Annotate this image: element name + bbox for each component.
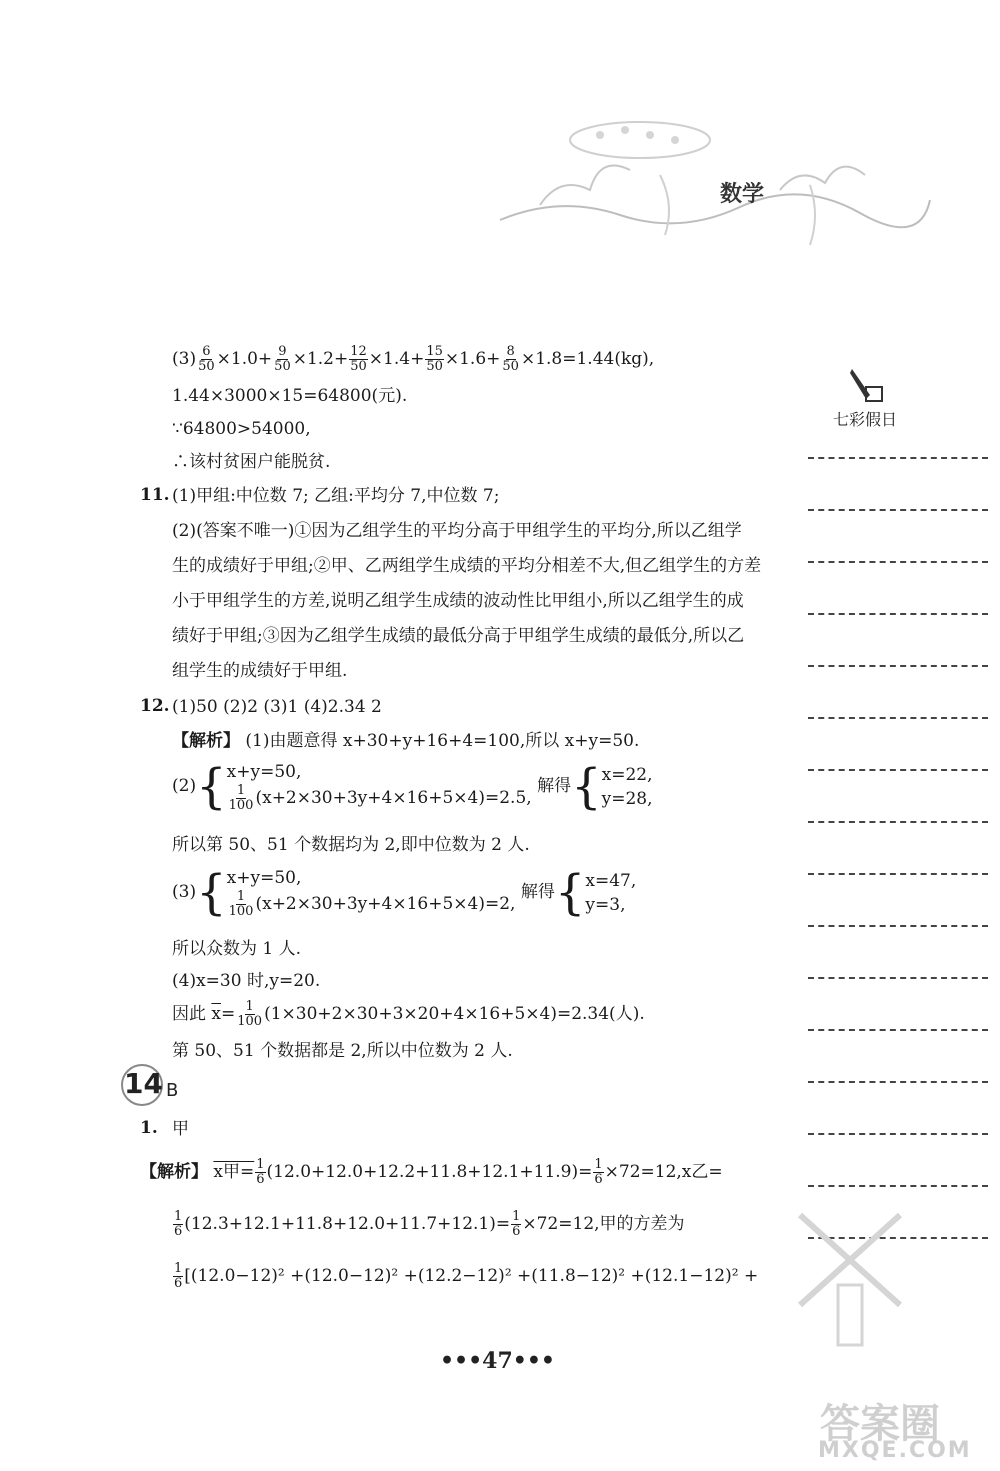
fraction: $\frac{15}{50}$ xyxy=(426,344,443,374)
fraction: $\frac{12}{50}$ xyxy=(350,344,367,374)
q10-line2: 1.44×3000×15=64800(元). xyxy=(172,386,408,406)
q12-mean: 因此 $\overline{x}=$ $\frac{1}{100}$ (1×30+2×30+3×20+4×16+5×4)=2.34(人). xyxy=(172,999,645,1029)
q11-text-line: 生的成绩好于甲组;②甲、乙两组学生成绩的平均分相差不大,但乙组学生的方差 xyxy=(172,556,762,576)
sidebar-brand: 七彩假日 xyxy=(833,410,898,429)
q12-system-3: (3){ x+y=50, $\frac{1}{100}$ (x+2×30+3y+4×16+5×4)=2, 解得{ x=47, y=3, xyxy=(172,864,637,921)
left-brace: { xyxy=(554,864,586,921)
windmill-icon xyxy=(780,1195,920,1355)
left-brace: { xyxy=(196,864,227,921)
q12-analysis-1: 【解析】 (1)由题意得 x+30+y+16+4=100,所以 x+y=50. xyxy=(172,731,640,751)
q11-number: 11. xyxy=(140,485,170,505)
subject-title: 数学 xyxy=(720,181,765,207)
note-line xyxy=(808,1133,988,1135)
note-line xyxy=(808,821,988,823)
b1-analysis-line1: 【解析】 x甲= $\frac{1}{6}$ (12.0+12.0+12.2+11.8+12.1+11.9)= $\frac{1}{6}$ ×72=12,x乙= xyxy=(140,1157,723,1187)
q10-line4: ∴该村贫困户能脱贫. xyxy=(172,452,331,472)
q11-text-line: 组学生的成绩好于甲组. xyxy=(172,661,348,681)
note-line xyxy=(808,873,988,875)
q12-after-2: 所以第 50、51 个数据均为 2,即中位数为 2 人. xyxy=(172,835,530,855)
q12-system-2: (2){ x+y=50, $\frac{1}{100}$ (x+2×30+3y+4×16+5×4)=2.5, 解得{ x=22, y=28, xyxy=(172,758,653,815)
q12-number: 12. xyxy=(140,696,170,716)
left-brace: { xyxy=(571,758,602,815)
note-line xyxy=(808,925,988,927)
watermark-cn: 答案圈 xyxy=(820,1401,940,1447)
b1-analysis-line3: $\frac{1}{6}$ [(12.0−12)² +(12.0−12)² +(12.2−12)² +(11.8−12)² +(12.1−12)² + xyxy=(174,1261,759,1291)
header-decoration xyxy=(480,95,950,265)
q11-text-line: (2)(答案不唯一)①因为乙组学生的平均分高于甲组学生的平均分,所以乙组学 xyxy=(172,521,742,541)
section-day: 14 xyxy=(124,1067,163,1100)
q11-text-line: 绩好于甲组;③因为乙组学生成绩的最低分高于甲组学生成绩的最低分,所以乙 xyxy=(172,626,745,646)
page-number: •••47••• xyxy=(440,1348,555,1374)
note-line xyxy=(808,977,988,979)
pen-icon xyxy=(848,365,884,409)
q10-part3-formula: (3) $\frac{6}{50}$ ×1.0+ $\frac{9}{50}$ ×1.2+ $\frac{12}{50}$ ×1.4+ $\frac{15}{50}$ ×1.6+ $\frac{8}{50}$ ×1.8=1.44(kg), xyxy=(172,344,655,374)
q12-part4: (4)x=30 时,y=20. xyxy=(172,971,321,991)
note-line xyxy=(808,509,988,511)
note-line xyxy=(808,457,988,459)
q12-answers: (1)50 (2)2 (3)1 (4)2.34 2 xyxy=(172,697,382,717)
b1-number: 1. xyxy=(140,1118,158,1138)
q12-final: 第 50、51 个数据都是 2,所以中位数为 2 人. xyxy=(172,1041,513,1061)
section-badge xyxy=(118,1062,188,1108)
fraction: $\frac{8}{50}$ xyxy=(502,344,519,374)
floral-ornament-icon xyxy=(480,95,950,265)
q11-text-line: 小于甲组学生的方差,说明乙组学生成绩的波动性比甲组小,所以乙组学生的成 xyxy=(172,591,744,611)
fraction: $\frac{6}{50}$ xyxy=(198,344,215,374)
section-letter: B xyxy=(166,1080,179,1101)
b1-answer: 甲 xyxy=(172,1119,189,1139)
note-line xyxy=(808,1185,988,1187)
note-line xyxy=(808,613,988,615)
left-brace: { xyxy=(196,758,227,815)
windmill-decoration xyxy=(780,1195,920,1355)
q11-line1: (1)甲组:中位数 7; 乙组:平均分 7,中位数 7; xyxy=(172,486,500,506)
note-line xyxy=(808,665,988,667)
note-line xyxy=(808,1029,988,1031)
note-line xyxy=(808,1081,988,1083)
note-line xyxy=(808,717,988,719)
fraction: $\frac{9}{50}$ xyxy=(274,344,291,374)
b1-analysis-line2: $\frac{1}{6}$ (12.3+12.1+11.8+12.0+11.7+12.1)= $\frac{1}{6}$ ×72=12,甲的方差为 xyxy=(174,1209,685,1239)
q12-after-3: 所以众数为 1 人. xyxy=(172,939,302,959)
note-line xyxy=(808,769,988,771)
note-line xyxy=(808,561,988,563)
watermark: MXQE.COM xyxy=(818,1438,972,1463)
q10-line3: ∵64800>54000, xyxy=(172,419,311,439)
